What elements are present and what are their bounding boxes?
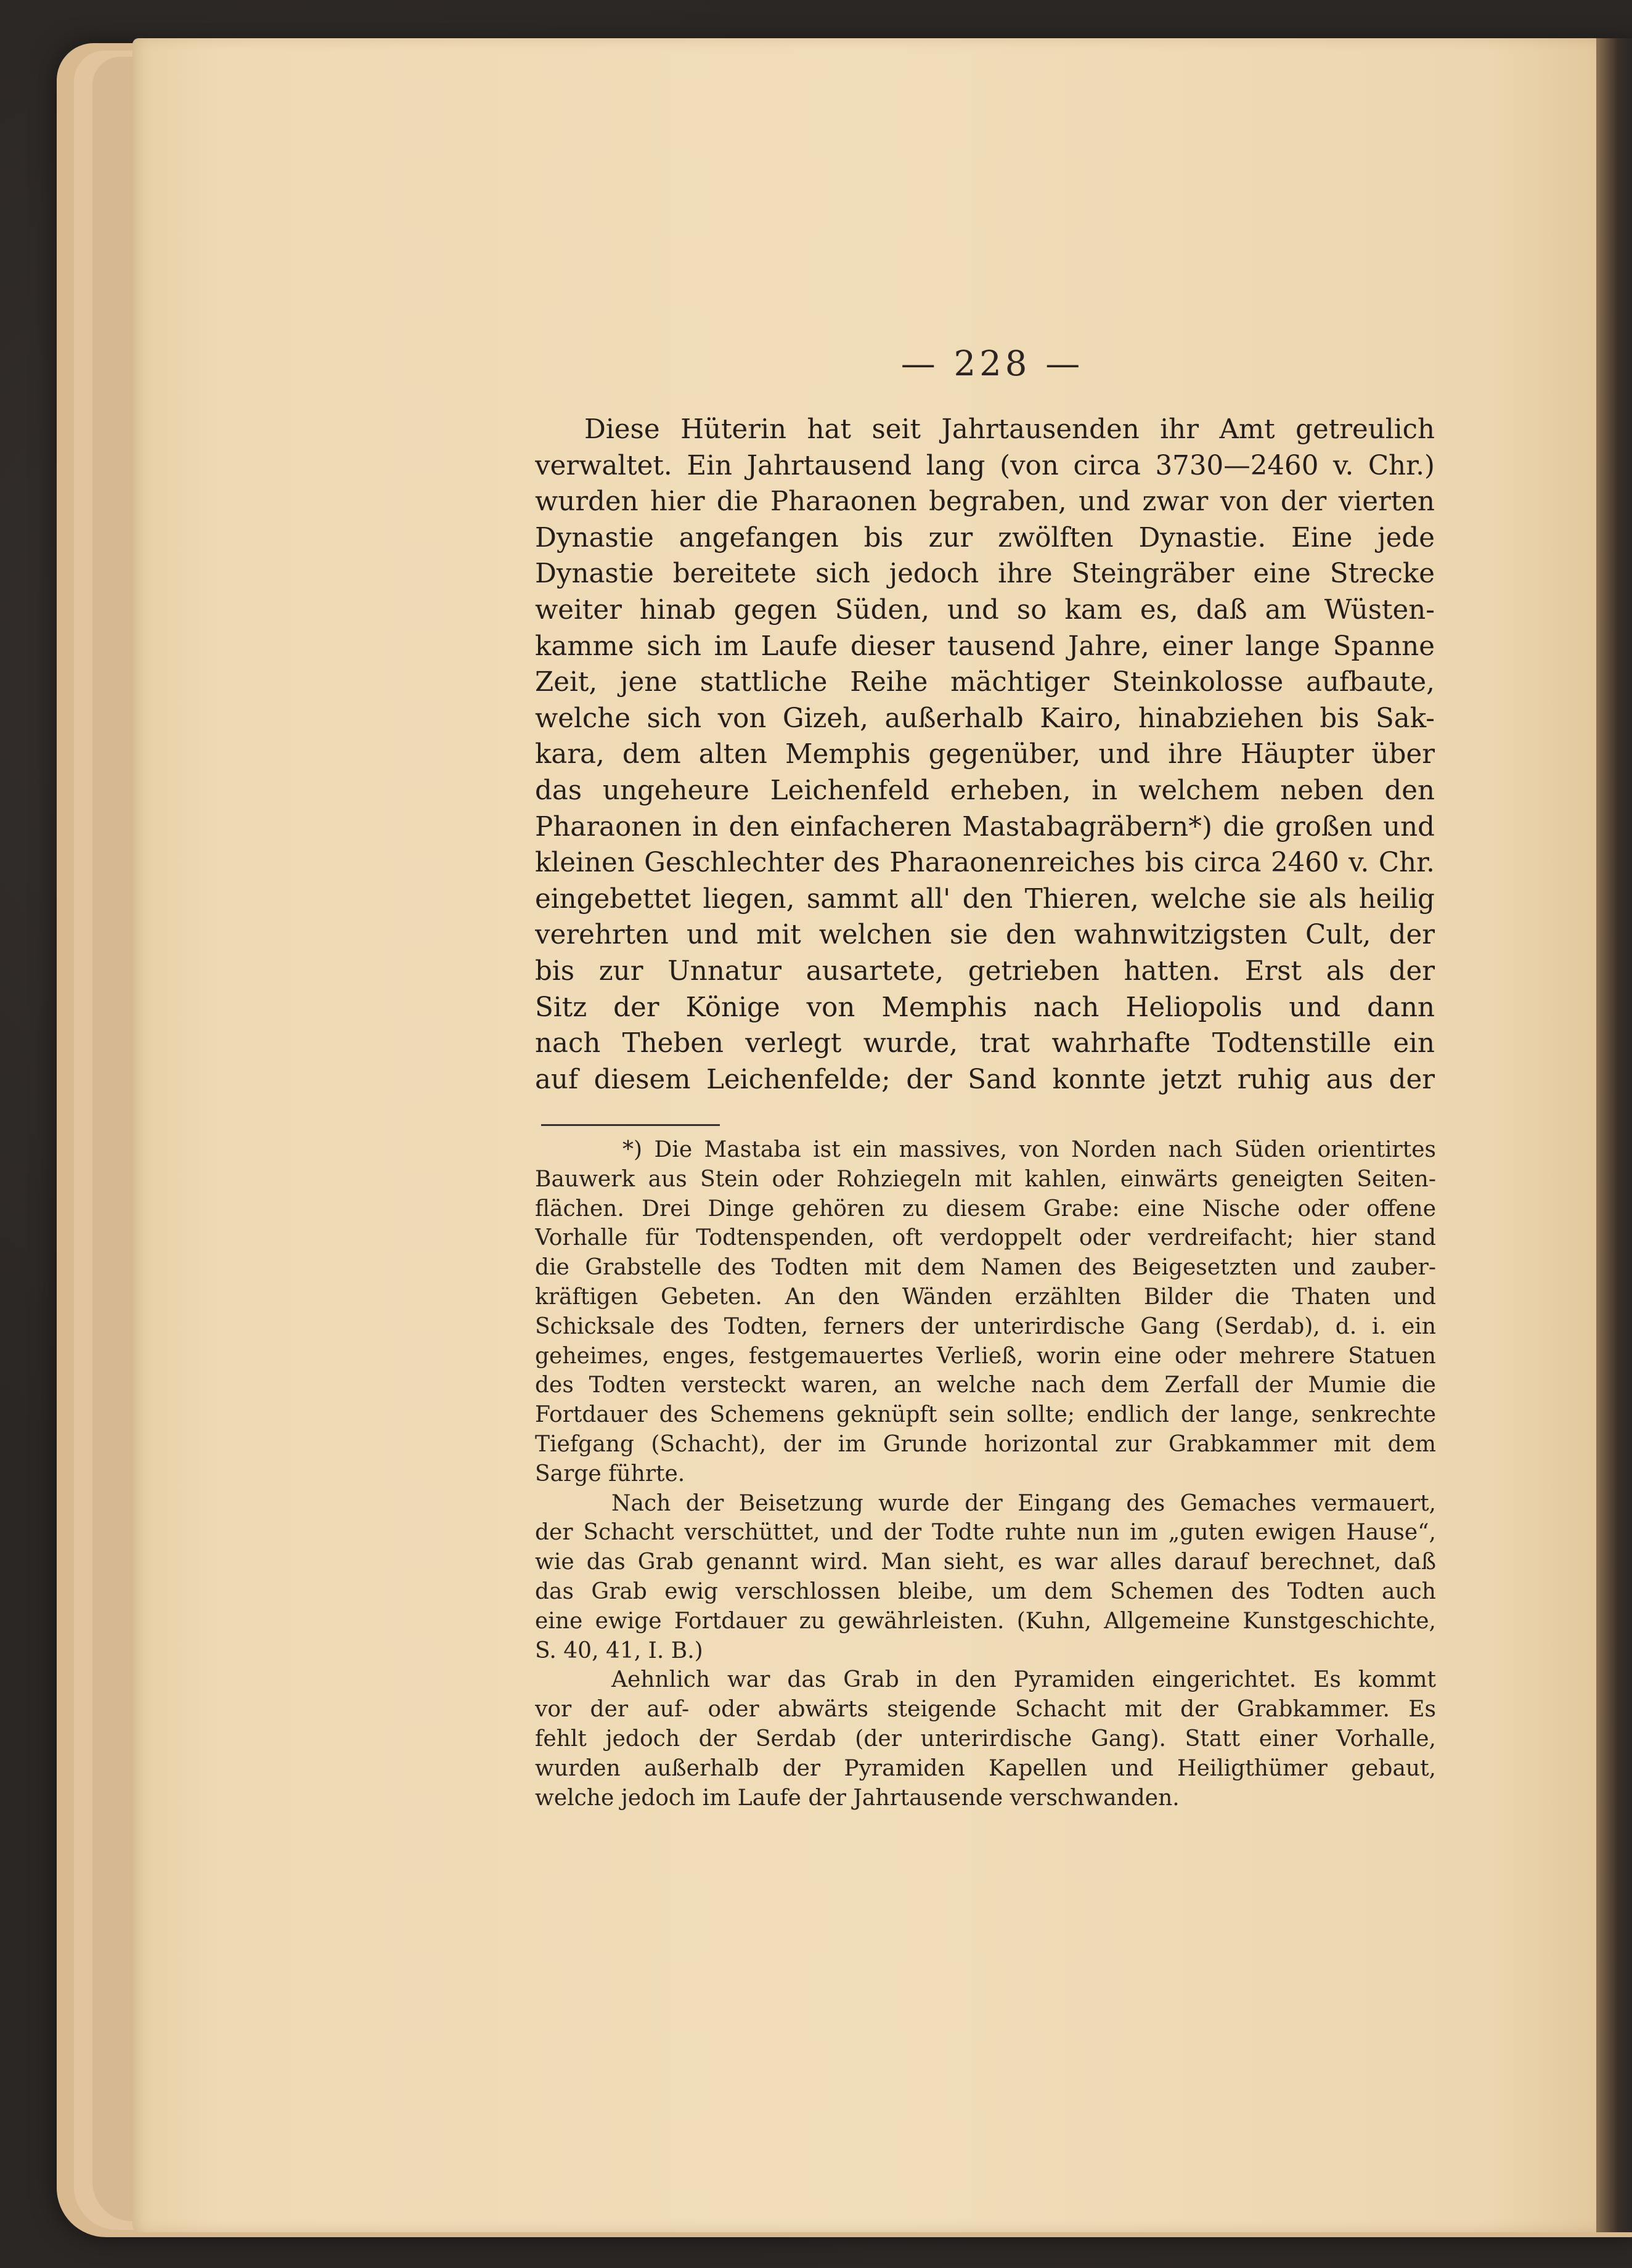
text-line: Dynastie bereitete sich jedoch ihre Steingräber eine Strecke xyxy=(535,558,1435,590)
text-line: Dynastie angefangen bis zur zwölften Dynastie. Eine jede xyxy=(535,522,1435,553)
footnote-line: Tiefgang (Schacht), der im Grunde horizontal zur Grabkammer mit dem xyxy=(535,1431,1436,1457)
text-line: welche sich von Gizeh, außerhalb Kairo, hinabziehen bis Sak- xyxy=(535,703,1435,734)
text-line: das ungeheure Leichenfeld erheben, in welchem neben den xyxy=(535,775,1435,806)
footnote-line: Aehnlich war das Grab in den Pyramiden eingerichtet. Es kommt xyxy=(611,1667,1436,1693)
text-line: Zeit, jene stattliche Reihe mächtiger Steinkolosse aufbaute, xyxy=(535,667,1435,698)
text-line: eingebettet liegen, sammt all' den Thieren, welche sie als heilig xyxy=(535,883,1435,915)
text-line: kleinen Geschlechter des Pharaonenreiches bis circa 2460 v. Chr. xyxy=(535,847,1435,879)
text-line: bis zur Unnatur ausartete, getrieben hatten. Erst als der xyxy=(535,955,1435,987)
footnote-line: des Todten versteckt waren, an welche nach dem Zerfall der Mumie die xyxy=(535,1373,1436,1398)
text-line: weiter hinab gegen Süden, und so kam es, daß am Wüsten- xyxy=(535,594,1435,626)
footnote-line: Fortdauer des Schemens geknüpft sein sollte; endlich der lange, senkrechte xyxy=(535,1402,1436,1428)
footnote-line: welche jedoch im Laufe der Jahrtausende verschwanden. xyxy=(535,1785,1180,1811)
footnote-line: wurden außerhalb der Pyramiden Kapellen und Heiligthümer gebaut, xyxy=(535,1755,1436,1781)
text-line: nach Theben verlegt wurde, trat wahrhafte Todtenstille ein xyxy=(535,1028,1435,1059)
footnote-line: die Grabstelle des Todten mit dem Namen des Beigesetzten und zauber- xyxy=(535,1255,1436,1281)
text-line: Pharaonen in den einfacheren Mastabagräbern*) die großen und xyxy=(535,811,1435,842)
text-line: kamme sich im Laufe dieser tausend Jahre, einer lange Spanne xyxy=(535,630,1435,662)
footnote-line: Schicksale des Todten, ferners der unterirdische Gang (Serdab), d. i. ein xyxy=(535,1313,1436,1339)
book-gutter xyxy=(1596,38,1632,2232)
footnote-line: wie das Grab genannt wird. Man sieht, es war alles darauf berechnet, daß xyxy=(535,1549,1436,1575)
footnote-line: eine ewige Fortdauer zu gewährleisten. (Kuhn, Allgemeine Kunstgeschichte, xyxy=(535,1608,1436,1634)
footnote-line: Bauwerk aus Stein oder Rohziegeln mit kahlen, einwärts geneigten Seiten- xyxy=(535,1166,1436,1192)
text-line: verehrten und mit welchen sie den wahnwitzigsten Cult, der xyxy=(535,920,1435,951)
text-line: verwaltet. Ein Jahrtausend lang (von circa 3730—2460 v. Chr.) xyxy=(535,450,1435,481)
footnote-rule xyxy=(541,1124,720,1126)
footnote-line: *) Die Mastaba ist ein massives, von Norden nach Süden orientirtes xyxy=(622,1137,1436,1162)
page-number: — 228 — xyxy=(900,344,1084,384)
footnote-line: der Schacht verschüttet, und der Todte ruhte nun im „guten ewigen Hause“, xyxy=(535,1520,1436,1546)
footnote-line: S. 40, 41, I. B.) xyxy=(535,1638,703,1663)
footnote-line: geheimes, enges, festgemauertes Verließ, worin eine oder mehrere Statuen xyxy=(535,1343,1436,1369)
footnote-line: vor der auf- oder abwärts steigende Schacht mit der Grabkammer. Es xyxy=(535,1697,1436,1723)
text-line: kara, dem alten Memphis gegenüber, und ihre Häupter über xyxy=(535,739,1435,770)
footnote-line: flächen. Drei Dinge gehören zu diesem Grabe: eine Nische oder offene xyxy=(535,1196,1436,1222)
main-text xyxy=(535,412,1435,1098)
text-line: Sitz der Könige von Memphis nach Heliopolis und dann xyxy=(535,992,1435,1023)
footnote-line: fehlt jedoch der Serdab (der unterirdische Gang). Statt einer Vorhalle, xyxy=(535,1726,1436,1752)
text-line: Diese Hüterin hat seit Jahrtausenden ihr Amt getreulich xyxy=(584,414,1435,445)
footnote xyxy=(535,1135,1436,1813)
footnote-line: Vorhalle für Todtenspenden, oft verdoppelt oder verdreifacht; hier stand xyxy=(535,1225,1436,1251)
footnote-line: das Grab ewig verschlossen bleibe, um dem Schemen des Todten auch xyxy=(535,1578,1436,1604)
text-line: auf diesem Leichenfelde; der Sand konnte jetzt ruhig aus der xyxy=(535,1064,1435,1095)
footnote-line: Nach der Beisetzung wurde der Eingang des Gemaches vermauert, xyxy=(611,1490,1436,1516)
text-line: wurden hier die Pharaonen begraben, und zwar von der vierten xyxy=(535,486,1435,518)
footnote-line: kräftigen Gebeten. An den Wänden erzählten Bilder die Thaten und xyxy=(535,1284,1436,1310)
footnote-line: Sarge führte. xyxy=(535,1461,685,1487)
